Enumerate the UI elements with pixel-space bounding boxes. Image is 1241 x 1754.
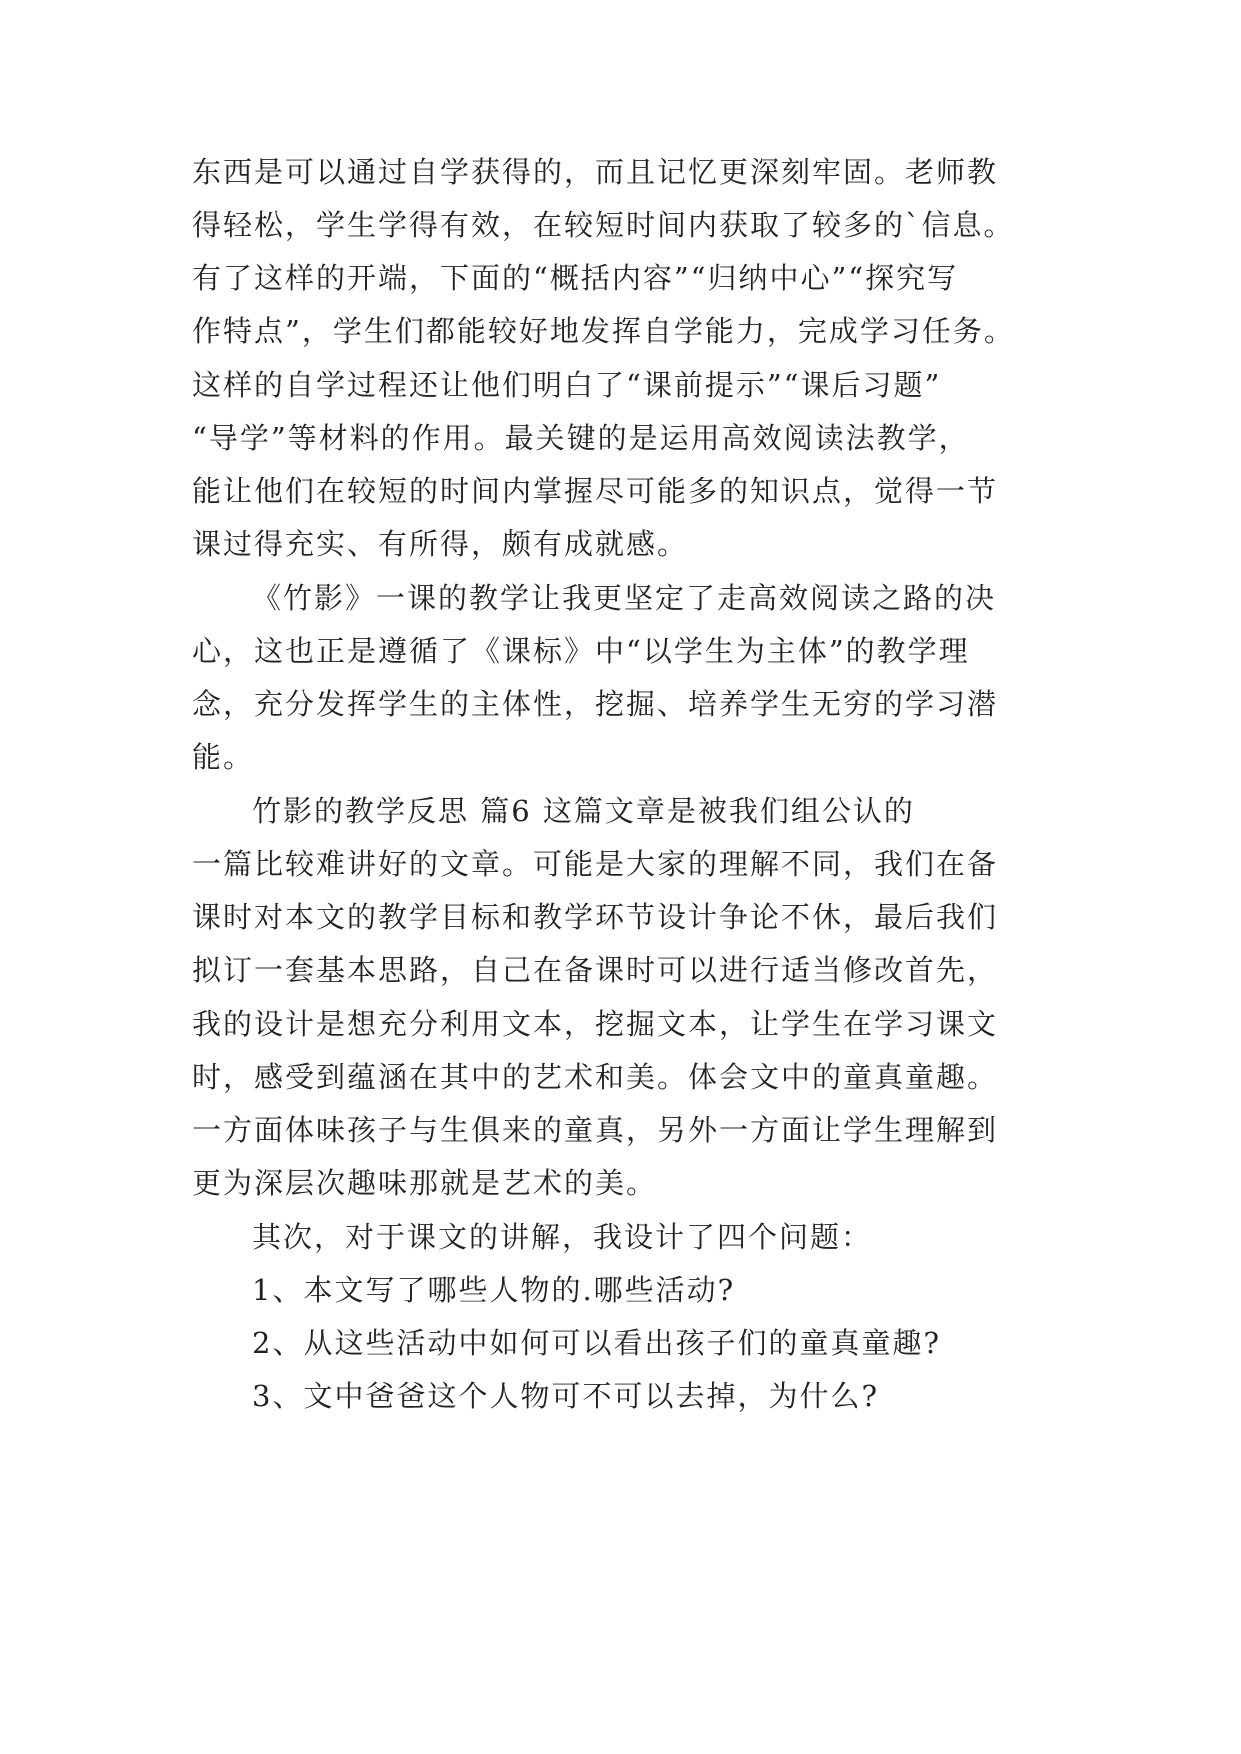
text-line: 课时对本文的教学目标和教学环节设计争论不休，最后我们 — [192, 900, 999, 934]
text-line: 作特点”，学生们都能较好地发挥自学能力，完成学习任务。 — [192, 314, 1015, 348]
text-line: 得轻松，学生学得有效，在较短时间内获取了较多的`信息。 — [192, 208, 1015, 242]
text-line: 有了这样的开端，下面的“概括内容”“归纳中心”“探究写 — [192, 261, 959, 295]
text-line: 一方面体味孩子与生俱来的童真，另外一方面让学生理解到 — [192, 1113, 999, 1147]
text-line: 心，这也正是遵循了《课标》中“以学生为主体”的教学理 — [192, 634, 970, 668]
question-item: 3、文中爸爸这个人物可不可以去掉，为什么? — [252, 1379, 879, 1413]
text-line: 念，充分发挥学生的主体性，挖掘、培养学生无穷的学习潜 — [192, 687, 999, 721]
text-line: 时，感受到蕴涵在其中的艺术和美。体会文中的童真童趣。 — [192, 1060, 999, 1094]
text-line: 更为深层次趣味那就是艺术的美。 — [192, 1166, 658, 1200]
text-line: “导学”等材料的作用。最关键的是运用高效阅读法教学， — [192, 421, 970, 455]
text-line: 能。 — [192, 740, 255, 774]
paragraph-first-line: 其次，对于课文的讲解，我设计了四个问题： — [252, 1220, 873, 1254]
paragraph-first-line: 《竹影》一课的教学让我更坚定了走高效阅读之路的决 — [252, 581, 997, 615]
text-line: 一篇比较难讲好的文章。可能是大家的理解不同，我们在备 — [192, 847, 999, 881]
text-line: 能让他们在较短的时间内掌握尽可能多的知识点，觉得一节 — [192, 474, 999, 508]
text-line: 拟订一套基本思路，自己在备课时可以进行适当修改首先， — [192, 953, 999, 987]
text-line: 这样的自学过程还让他们明白了“课前提示”“课后习题” — [192, 368, 942, 402]
question-item: 2、从这些活动中如何可以看出孩子们的童真童趣? — [252, 1326, 941, 1360]
text-line: 我的设计是想充分利用文本，挖掘文本，让学生在学习课文 — [192, 1007, 999, 1041]
text-line: 课过得充实、有所得，颇有成就感。 — [192, 527, 689, 561]
question-item: 1、本文写了哪些人物的.哪些活动? — [252, 1273, 736, 1307]
section-heading-line: 竹影的教学反思 篇6 这篇文章是被我们组公认的 — [252, 794, 915, 828]
text-line: 东西是可以通过自学获得的，而且记忆更深刻牢固。老师教 — [192, 155, 999, 189]
